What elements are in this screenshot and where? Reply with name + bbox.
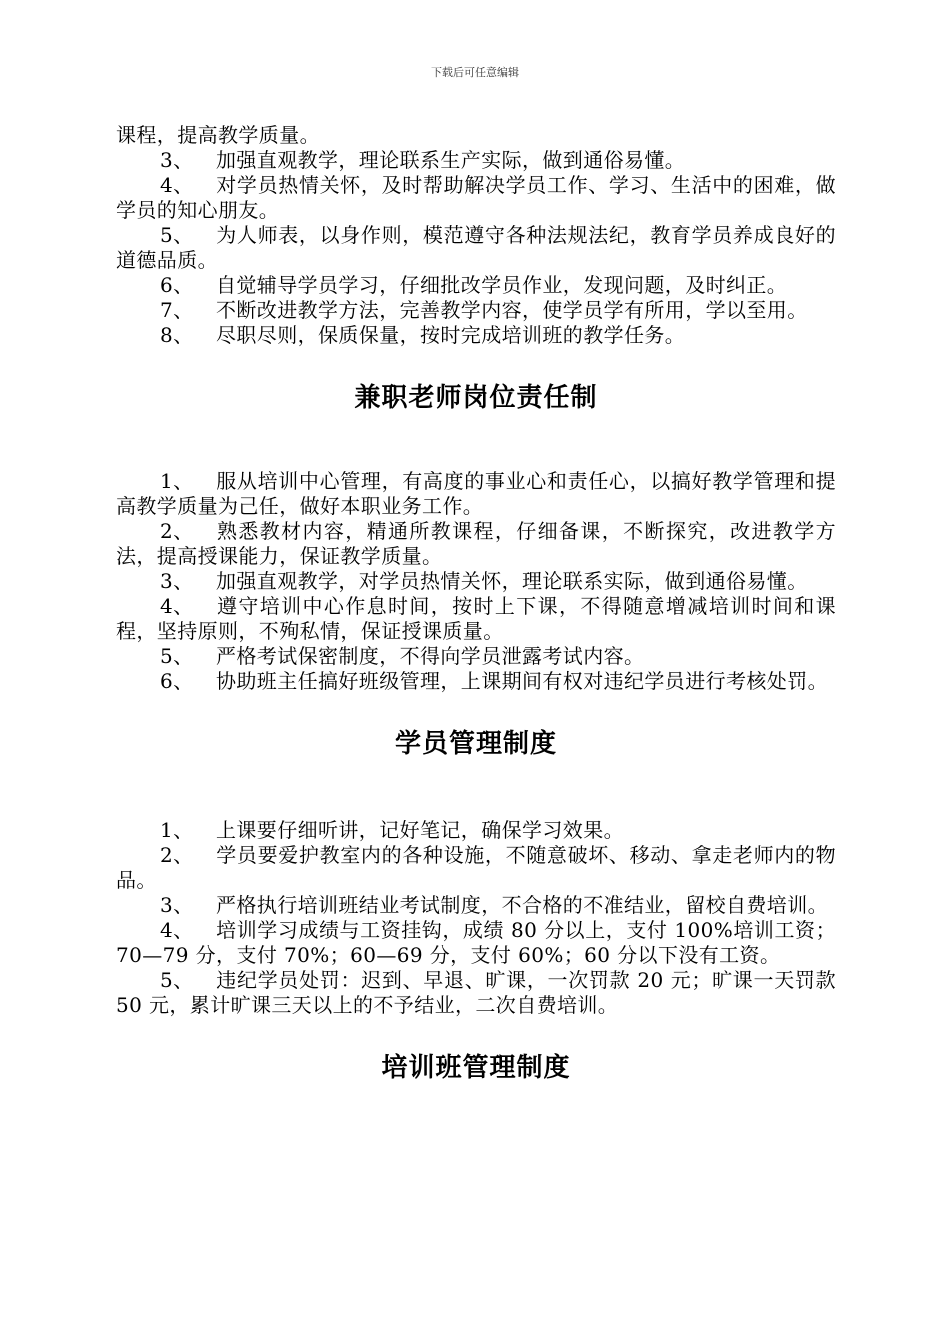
list-item-number: 2、 bbox=[160, 519, 194, 543]
list-item-number: 1、 bbox=[160, 469, 194, 493]
list-item-text: 服从培训中心管理，有高度的事业心和责任心，以搞好教学管理和提高教学质量为己任，做好本职业务工作。 bbox=[116, 469, 836, 518]
list-item-text: 加强直观教学，对学员热情关怀，理论联系实际，做到通俗易懂。 bbox=[216, 569, 808, 593]
list-item-number: 4、 bbox=[160, 594, 194, 618]
list-item-text: 学员要爱护教室内的各种设施，不随意破坏、移动、拿走老师内的物品。 bbox=[116, 843, 836, 892]
list-item-text: 熟悉教材内容，精通所教课程，仔细备课，不断探究，改进教学方法，提高授课能力，保证教学质量。 bbox=[116, 519, 836, 568]
list-item-text: 自觉辅导学员学习，仔细批改学员作业，发现问题，及时纠正。 bbox=[216, 273, 788, 297]
list-item-text: 对学员热情关怀，及时帮助解决学员工作、学习、生活中的困难，做学员的知心朋友。 bbox=[116, 173, 836, 222]
list-item-text: 尽职尽则，保质保量，按时完成培训班的教学任务。 bbox=[216, 323, 686, 347]
list-item-text: 为人师表，以身作则，模范遵守各种法规法纪，教育学员养成良好的道德品质。 bbox=[116, 223, 836, 272]
list-item-number: 2、 bbox=[160, 843, 194, 867]
list-item-number: 6、 bbox=[160, 273, 194, 297]
list-item-text: 协助班主任搞好班级管理，上课期间有权对违纪学员进行考核处罚。 bbox=[216, 669, 828, 693]
list-item bbox=[116, 968, 836, 1018]
list-item-text: 违纪学员处罚：迟到、早退、旷课，一次罚款 20 元；旷课一天罚款 50 元，累计旷课三天以上的不予结业，二次自费培训。 bbox=[116, 968, 836, 1017]
list-item-number: 5、 bbox=[160, 968, 194, 992]
list-item-text: 培训学习成绩与工资挂钩，成绩 80 分以上，支付 100%培训工资；70—79 分，支付 70%；60—69 分，支付 60%；60 分以下没有工资。 bbox=[116, 918, 836, 967]
list-item-number: 4、 bbox=[160, 918, 194, 942]
list-item bbox=[116, 843, 836, 893]
list-item-number: 5、 bbox=[160, 223, 194, 247]
list-item-text: 不断改进教学方法，完善教学内容，使学员学有所用，学以至用。 bbox=[216, 298, 808, 322]
list-item-number: 8、 bbox=[160, 323, 194, 347]
list-item bbox=[116, 918, 836, 968]
list-item-text: 上课要仔细听讲，记好笔记，确保学习效果。 bbox=[216, 818, 624, 842]
list-item-number: 3、 bbox=[160, 148, 194, 172]
list-item bbox=[116, 148, 836, 173]
list-item-number: 1、 bbox=[160, 818, 194, 842]
list-item-number: 3、 bbox=[160, 569, 194, 593]
list-item bbox=[116, 223, 836, 273]
list-item bbox=[116, 173, 836, 223]
list-item bbox=[116, 298, 836, 323]
list-item bbox=[116, 818, 836, 843]
list-item-text: 严格考试保密制度，不得向学员泄露考试内容。 bbox=[216, 644, 645, 668]
list-item-number: 4、 bbox=[160, 173, 194, 197]
section-title-part-time-teacher: 兼职老师岗位责任制 bbox=[354, 383, 598, 413]
list-item-number: 3、 bbox=[160, 893, 194, 917]
list-item bbox=[116, 594, 836, 644]
section-title-class-management: 培训班管理制度 bbox=[381, 1053, 571, 1083]
paragraph-continuation: 课程，提高教学质量。 bbox=[116, 123, 320, 147]
list-item bbox=[116, 893, 836, 918]
list-item-number: 7、 bbox=[160, 298, 194, 322]
page-header: 下载后可任意编辑 bbox=[431, 66, 519, 79]
list-item-text: 加强直观教学，理论联系生产实际，做到通俗易懂。 bbox=[216, 148, 686, 172]
list-item bbox=[116, 323, 836, 348]
list-item bbox=[116, 669, 836, 694]
list-item-text: 严格执行培训班结业考试制度，不合格的不准结业，留校自费培训。 bbox=[216, 893, 828, 917]
document-body bbox=[116, 123, 836, 1085]
list-item bbox=[116, 519, 836, 569]
list-item-text: 遵守培训中心作息时间，按时上下课，不得随意增减培训时间和课程，坚持原则，不殉私情，保证授课质量。 bbox=[116, 594, 836, 643]
list-item-number: 5、 bbox=[160, 644, 194, 668]
list-item bbox=[116, 273, 836, 298]
list-item bbox=[116, 644, 836, 669]
list-item-number: 6、 bbox=[160, 669, 194, 693]
list-item bbox=[116, 569, 836, 594]
section-title-student-management: 学员管理制度 bbox=[394, 729, 557, 759]
list-item bbox=[116, 469, 836, 519]
